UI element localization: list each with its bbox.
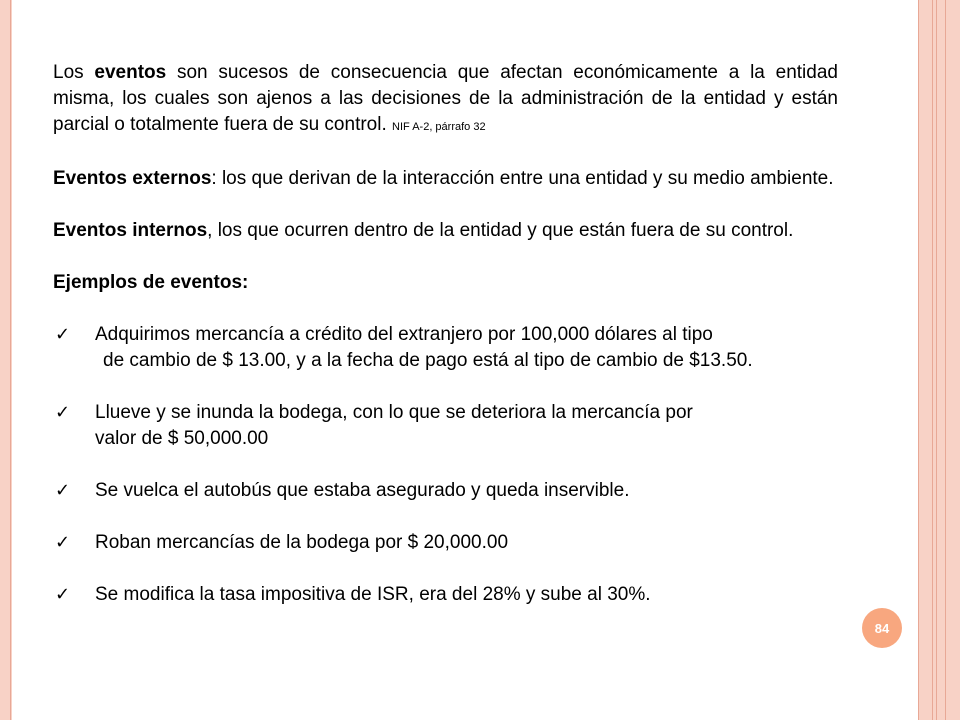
page-number: 84 xyxy=(874,620,890,636)
example-item: ✓ Adquirimos mercancía a crédito del extranjero por 100,000 dólares al tipo de cambio de $ 13.00, y a la fecha de pago está al tipo de cambio de $13.50. xyxy=(55,324,753,371)
checkmark-icon: ✓ xyxy=(55,532,71,553)
slide-body xyxy=(53,60,838,608)
checkmark-icon: ✓ xyxy=(55,584,71,605)
example-item: ✓ Se vuelca el autobús que estaba asegurado y queda inservible. xyxy=(53,478,838,504)
ejemplos-heading: Ejemplos de eventos: xyxy=(53,272,249,293)
externos-paragraph: Eventos externos: los que derivan de la interacción entre una entidad y su medio ambiente. xyxy=(53,168,834,189)
page-number-badge xyxy=(862,608,902,648)
example-item: ✓ Llueve y se inunda la bodega, con lo que se deteriora la mercancía por valor de $ 50,000.00 xyxy=(55,402,693,449)
internos-paragraph: Eventos internos, los que ocurren dentro de la entidad y que están fuera de su control. xyxy=(53,220,794,241)
checkmark-icon: ✓ xyxy=(55,480,71,501)
right-border-decoration xyxy=(918,0,960,720)
citation: NIF A-2, párrafo 32 xyxy=(392,121,486,133)
example-item: ✓ Roban mercancías de la bodega por $ 20,000.00 xyxy=(53,530,838,556)
eventos-term: eventos xyxy=(94,62,167,83)
left-border-decoration xyxy=(0,0,12,720)
checkmark-icon: ✓ xyxy=(55,402,71,423)
example-item: ✓ Se modifica la tasa impositiva de ISR, era del 28% y sube al 30%. xyxy=(53,582,838,608)
checkmark-icon: ✓ xyxy=(55,324,71,345)
intro-paragraph: Los eventos son sucesos de consecuencia que afectan económicamente a la entidad misma, los cuales son ajenos a las decisiones de la administración de la entidad y están parcial o totalmente fuera de su control. NIF A-2, párrafo 32 xyxy=(53,62,838,135)
